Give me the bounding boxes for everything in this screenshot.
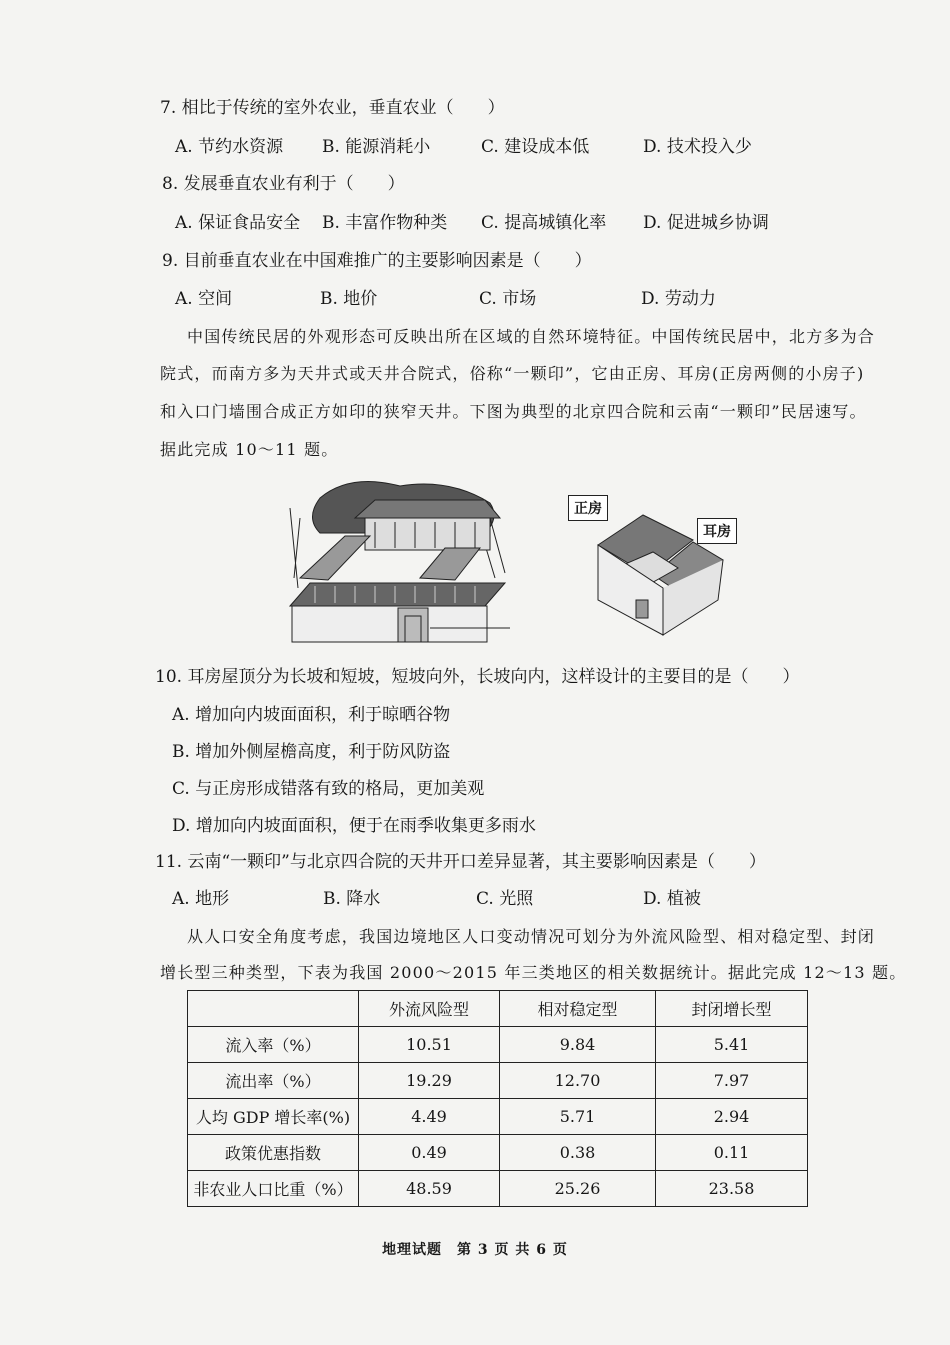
- q9-option-b[interactable]: B. 地价: [320, 289, 378, 309]
- passage2-line-1: 从人口安全角度考虑，我国边境地区人口变动情况可划分为外流风险型、相对稳定型、封闭: [187, 927, 876, 946]
- question-9-stem: 9. 目前垂直农业在中国难推广的主要影响因素是（ ）: [162, 251, 592, 271]
- table-cell: 12.70: [500, 1063, 656, 1099]
- table-cell: 流出率（%）: [188, 1063, 359, 1099]
- table-row: [188, 1171, 808, 1207]
- table-cell: 5.71: [500, 1099, 656, 1135]
- passage1-line-4: 据此完成 10～11 题。: [160, 440, 339, 459]
- table-cell: 48.59: [359, 1171, 500, 1207]
- q9-option-d[interactable]: D. 劳动力: [641, 289, 716, 309]
- q8-option-b[interactable]: B. 丰富作物种类: [322, 213, 448, 233]
- passage2-line-2: 增长型三种类型，下表为我国 2000～2015 年三类地区的相关数据统计。据此完成 12～13 题。: [160, 963, 907, 982]
- table-cell: 0.11: [656, 1135, 808, 1171]
- q8-option-a[interactable]: A. 保证食品安全: [175, 213, 301, 233]
- table-cell: 25.26: [500, 1171, 656, 1207]
- q7-option-a[interactable]: A. 节约水资源: [175, 137, 284, 157]
- table-header-cell: 外流风险型: [359, 991, 500, 1027]
- table-row: [188, 1027, 808, 1063]
- table-cell: 9.84: [500, 1027, 656, 1063]
- question-8-stem: 8. 发展垂直农业有利于（ ）: [162, 174, 405, 194]
- table-cell: 5.41: [656, 1027, 808, 1063]
- q11-option-c[interactable]: C. 光照: [476, 889, 534, 909]
- q11-option-b[interactable]: B. 降水: [323, 889, 381, 909]
- table-cell: 7.97: [656, 1063, 808, 1099]
- question-7-stem: 7. 相比于传统的室外农业，垂直农业（ ）: [160, 98, 505, 118]
- table-header-cell: [188, 991, 359, 1027]
- passage1-line-2: 院式，而南方多为天井式或天井合院式，俗称“一颗印”，它由正房、耳房(正房两侧的小房子): [160, 364, 865, 383]
- table-cell: 4.49: [359, 1099, 500, 1135]
- page-footer: 地理试题 第 3 页 共 6 页: [382, 1242, 568, 1258]
- q10-option-c[interactable]: C. 与正房形成错落有致的格局，更加美观: [172, 779, 485, 799]
- label-main-room: 正房: [568, 495, 608, 521]
- table-cell: 流入率（%）: [188, 1027, 359, 1063]
- table-cell: 非农业人口比重（%）: [188, 1171, 359, 1207]
- q7-option-c[interactable]: C. 建设成本低: [481, 137, 590, 157]
- table-header-cell: 封闭增长型: [656, 991, 808, 1027]
- table-cell: 10.51: [359, 1027, 500, 1063]
- passage1-line-1: 中国传统民居的外观形态可反映出所在区域的自然环境特征。中国传统民居中，北方多为合: [187, 327, 876, 346]
- q7-option-b[interactable]: B. 能源消耗小: [322, 137, 431, 157]
- table-header-cell: 相对稳定型: [500, 991, 656, 1027]
- q7-option-d[interactable]: D. 技术投入少: [643, 137, 752, 157]
- table-cell: 19.29: [359, 1063, 500, 1099]
- table-cell: 人均 GDP 增长率(%): [188, 1099, 359, 1135]
- table-cell: 2.94: [656, 1099, 808, 1135]
- q9-option-a[interactable]: A. 空间: [175, 289, 233, 309]
- table-cell: 0.38: [500, 1135, 656, 1171]
- table-header-row: [188, 991, 808, 1027]
- q10-option-b[interactable]: B. 增加外侧屋檐高度，利于防风防盗: [172, 742, 451, 762]
- q8-option-c[interactable]: C. 提高城镇化率: [481, 213, 607, 233]
- q8-option-d[interactable]: D. 促进城乡协调: [643, 213, 769, 233]
- table-row: [188, 1063, 808, 1099]
- population-stats-table: [187, 990, 808, 1207]
- q9-option-c[interactable]: C. 市场: [479, 289, 537, 309]
- table-cell: 23.58: [656, 1171, 808, 1207]
- siheyuan-sketch: [280, 478, 515, 648]
- q10-option-a[interactable]: A. 增加向内坡面面积，利于晾晒谷物: [172, 705, 451, 725]
- q11-option-d[interactable]: D. 植被: [643, 889, 701, 909]
- table-cell: 0.49: [359, 1135, 500, 1171]
- question-10-stem: 10. 耳房屋顶分为长坡和短坡，短坡向外，长坡向内，这样设计的主要目的是（ ）: [155, 667, 800, 687]
- table-row: [188, 1099, 808, 1135]
- table-row: [188, 1135, 808, 1171]
- label-side-room: 耳房: [697, 518, 737, 544]
- passage1-line-3: 和入口门墙围合成正方如印的狭窄天井。下图为典型的北京四合院和云南“一颗印”民居速写。: [160, 402, 867, 421]
- table-cell: 政策优惠指数: [188, 1135, 359, 1171]
- question-11-stem: 11. 云南“一颗印”与北京四合院的天井开口差异显著，其主要影响因素是（ ）: [155, 852, 766, 872]
- q10-option-d[interactable]: D. 增加向内坡面面积，便于在雨季收集更多雨水: [172, 816, 536, 836]
- q11-option-a[interactable]: A. 地形: [172, 889, 230, 909]
